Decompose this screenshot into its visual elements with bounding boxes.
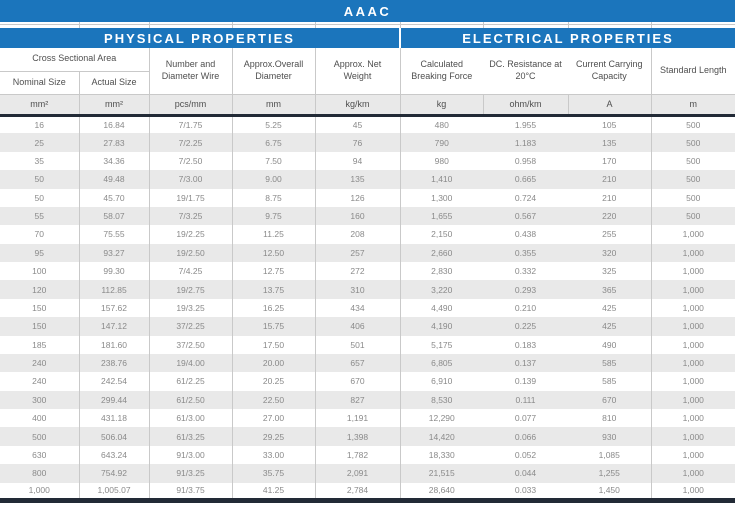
cell: 406 bbox=[315, 317, 400, 335]
cell: 9.75 bbox=[232, 207, 315, 225]
cell: 12,290 bbox=[400, 409, 483, 427]
cell: 61/3.25 bbox=[149, 427, 232, 445]
table-row bbox=[0, 244, 735, 262]
col-header-current-carrying-capacity: Current Carrying Capacity bbox=[568, 48, 651, 94]
cell: 35.75 bbox=[232, 464, 315, 482]
cell: 99.30 bbox=[79, 262, 149, 280]
cell: 7/2.25 bbox=[149, 133, 232, 151]
cell: 272 bbox=[315, 262, 400, 280]
cell: 0.332 bbox=[514, 266, 537, 277]
cell: 147.12 bbox=[79, 317, 149, 335]
table-row bbox=[0, 446, 735, 464]
cell: 6.75 bbox=[232, 133, 315, 151]
cell: 21,515 bbox=[400, 464, 483, 482]
table-row bbox=[0, 280, 735, 298]
page-title: AAAC bbox=[0, 0, 735, 22]
cell: 425 bbox=[602, 302, 617, 313]
cell: 0.066 bbox=[483, 427, 568, 445]
cell: 500 bbox=[651, 207, 735, 225]
cell: 185 bbox=[32, 339, 47, 350]
cell: 1,000 bbox=[651, 464, 735, 482]
cell: 0.724 bbox=[514, 192, 537, 203]
cell: 11.25 bbox=[232, 225, 315, 243]
section-header-row bbox=[0, 28, 735, 48]
cell: 19/2.25 bbox=[149, 225, 232, 243]
cell: 19/2.75 bbox=[149, 280, 232, 298]
cell: 1,000 bbox=[651, 372, 735, 390]
col-header-cross-sectional-area: Cross Sectional Area bbox=[0, 48, 149, 71]
cell: 0.293 bbox=[483, 280, 568, 298]
cell: 61/2.25 bbox=[149, 372, 232, 390]
cell: 630 bbox=[32, 449, 47, 460]
cell: 0.052 bbox=[514, 449, 537, 460]
cell: 19/2.50 bbox=[149, 244, 232, 262]
cell: 434 bbox=[315, 299, 400, 317]
cell: 9.00 bbox=[232, 170, 315, 188]
cell: 150 bbox=[0, 317, 79, 335]
table-row bbox=[0, 262, 735, 280]
cell: 29.25 bbox=[232, 427, 315, 445]
cell: 25 bbox=[0, 133, 79, 151]
cell: 400 bbox=[32, 413, 47, 424]
cell: 50 bbox=[34, 192, 44, 203]
cell: 325 bbox=[602, 266, 617, 277]
table-row bbox=[0, 464, 735, 482]
table-row bbox=[0, 391, 735, 409]
col-header-standard-length: Standard Length bbox=[651, 48, 735, 94]
cell: 657 bbox=[315, 354, 400, 372]
cell: 1,782 bbox=[315, 446, 400, 464]
table-row bbox=[0, 225, 735, 243]
cell: 181.60 bbox=[79, 336, 149, 354]
cell: 0.033 bbox=[483, 483, 568, 501]
cell: 320 bbox=[568, 244, 651, 262]
cell: 6,910 bbox=[400, 372, 483, 390]
cell: 300 bbox=[0, 391, 79, 409]
cell: 93.27 bbox=[79, 244, 149, 262]
cell: 0.225 bbox=[483, 317, 568, 335]
cell: 670 bbox=[568, 391, 651, 409]
table-row bbox=[0, 115, 735, 133]
cell: 94 bbox=[315, 152, 400, 170]
cell: 45.70 bbox=[79, 189, 149, 207]
cell: 0.665 bbox=[483, 170, 568, 188]
col-header-number-diameter-wire: Number and Diameter Wire bbox=[149, 48, 232, 94]
cell: 13.75 bbox=[232, 280, 315, 298]
cell: 1,000 bbox=[651, 299, 735, 317]
cell: 1,000 bbox=[651, 446, 735, 464]
cell: 45 bbox=[315, 115, 400, 133]
cell: 14,420 bbox=[400, 427, 483, 445]
cell: 210 bbox=[602, 192, 617, 203]
col-header-dc-resistance: DC. Resistance at 20°C bbox=[483, 48, 568, 94]
cell: 506.04 bbox=[79, 427, 149, 445]
cell: 28,640 bbox=[400, 483, 483, 501]
cell: 91/3.75 bbox=[149, 483, 232, 501]
unit-label: kg/km bbox=[315, 94, 400, 115]
cell: 16 bbox=[34, 119, 44, 130]
unit-label: ohm/km bbox=[483, 94, 568, 115]
cell: 5.25 bbox=[232, 115, 315, 133]
section-physical-properties: PHYSICAL PROPERTIES bbox=[0, 28, 400, 48]
cell: 500 bbox=[651, 189, 735, 207]
table-row bbox=[0, 207, 735, 225]
cell: 1.183 bbox=[483, 133, 568, 151]
cell: 1.955 bbox=[514, 119, 537, 130]
cell: 500 bbox=[651, 115, 735, 133]
cell: 255 bbox=[602, 229, 617, 240]
table-row bbox=[0, 372, 735, 390]
cell: 500 bbox=[651, 170, 735, 188]
cell: 501 bbox=[315, 336, 400, 354]
cell: 238.76 bbox=[79, 354, 149, 372]
cell: 2,150 bbox=[400, 225, 483, 243]
cell: 240 bbox=[0, 354, 79, 372]
data-rows bbox=[0, 115, 735, 501]
cell: 4,190 bbox=[400, 317, 483, 335]
cell: 1,000 bbox=[651, 409, 735, 427]
cell: 500 bbox=[0, 427, 79, 445]
cell: 7.50 bbox=[232, 152, 315, 170]
cell: 5,175 bbox=[400, 336, 483, 354]
cell: 112.85 bbox=[79, 280, 149, 298]
unit-label: A bbox=[568, 94, 651, 115]
column-header-row-top bbox=[0, 48, 735, 71]
cell: 20.00 bbox=[232, 354, 315, 372]
unit-label: mm bbox=[232, 94, 315, 115]
cell: 27.83 bbox=[79, 133, 149, 151]
cell: 1,000 bbox=[651, 354, 735, 372]
cell: 58.07 bbox=[79, 207, 149, 225]
cell: 17.50 bbox=[232, 336, 315, 354]
table-row bbox=[0, 336, 735, 354]
table-row bbox=[0, 299, 735, 317]
cell: 76 bbox=[315, 133, 400, 151]
cell: 257 bbox=[315, 244, 400, 262]
cell: 16.25 bbox=[232, 299, 315, 317]
cell: 220 bbox=[568, 207, 651, 225]
cell: 135 bbox=[568, 133, 651, 151]
cell: 1,000 bbox=[651, 391, 735, 409]
cell: 34.36 bbox=[79, 152, 149, 170]
cell: 12.50 bbox=[232, 244, 315, 262]
cell: 157.62 bbox=[79, 299, 149, 317]
cell: 135 bbox=[315, 170, 400, 188]
units-row bbox=[0, 94, 735, 115]
cell: 310 bbox=[315, 280, 400, 298]
cell: 754.92 bbox=[79, 464, 149, 482]
cell: 480 bbox=[400, 115, 483, 133]
cell: 299.44 bbox=[79, 391, 149, 409]
cell: 7/3.00 bbox=[149, 170, 232, 188]
cell: 33.00 bbox=[232, 446, 315, 464]
cell: 0.111 bbox=[483, 391, 568, 409]
cell: 22.50 bbox=[232, 391, 315, 409]
cell: 500 bbox=[651, 133, 735, 151]
cell: 1,000 bbox=[651, 225, 735, 243]
cell: 210 bbox=[568, 170, 651, 188]
title-bar bbox=[0, 0, 735, 22]
cell: 0.139 bbox=[514, 376, 537, 387]
cell: 150 bbox=[32, 302, 47, 313]
cell: 1,000 bbox=[651, 336, 735, 354]
unit-label: mm² bbox=[79, 94, 149, 115]
cell: 20.25 bbox=[232, 372, 315, 390]
cell: 1,000 bbox=[651, 280, 735, 298]
cell: 585 bbox=[602, 376, 617, 387]
cell: 1,085 bbox=[598, 449, 620, 460]
cell: 3,220 bbox=[400, 280, 483, 298]
table-row bbox=[0, 409, 735, 427]
cell: 12.75 bbox=[232, 262, 315, 280]
cell: 100 bbox=[32, 266, 47, 277]
cell: 790 bbox=[400, 133, 483, 151]
unit-label: mm² bbox=[0, 94, 79, 115]
cell: 1,000 bbox=[651, 244, 735, 262]
cell: 61/2.50 bbox=[149, 391, 232, 409]
cell: 1,000 bbox=[651, 483, 735, 501]
table-row bbox=[0, 152, 735, 170]
cell: 15.75 bbox=[232, 317, 315, 335]
section-electrical-properties: ELECTRICAL PROPERTIES bbox=[400, 28, 735, 48]
col-header-actual-size: Actual Size bbox=[79, 71, 149, 94]
cell: 240 bbox=[32, 376, 47, 387]
table-row bbox=[0, 354, 735, 372]
cell: 1,000 bbox=[651, 427, 735, 445]
table-row bbox=[0, 483, 735, 501]
cell: 670 bbox=[315, 372, 400, 390]
col-header-calculated-breaking-force: Calculated Breaking Force bbox=[400, 48, 483, 94]
cell: 980 bbox=[400, 152, 483, 170]
cell: 2,091 bbox=[315, 464, 400, 482]
cell: 91/3.25 bbox=[149, 464, 232, 482]
cell: 0.567 bbox=[483, 207, 568, 225]
cell: 1,398 bbox=[315, 427, 400, 445]
cell: 8.75 bbox=[232, 189, 315, 207]
table-row bbox=[0, 189, 735, 207]
cell: 930 bbox=[568, 427, 651, 445]
cell: 19/4.00 bbox=[149, 354, 232, 372]
cell: 7/2.50 bbox=[149, 152, 232, 170]
cell: 643.24 bbox=[79, 446, 149, 464]
unit-label: pcs/mm bbox=[149, 94, 232, 115]
cell: 242.54 bbox=[79, 372, 149, 390]
cell: 61/3.00 bbox=[149, 409, 232, 427]
cell: 2,660 bbox=[400, 244, 483, 262]
cell: 70 bbox=[34, 229, 44, 240]
table-row bbox=[0, 170, 735, 188]
cell: 19/3.25 bbox=[149, 299, 232, 317]
cell: 6,805 bbox=[400, 354, 483, 372]
cell: 800 bbox=[0, 464, 79, 482]
cell: 2,830 bbox=[400, 262, 483, 280]
cell: 41.25 bbox=[232, 483, 315, 501]
cell: 1,191 bbox=[315, 409, 400, 427]
table-row bbox=[0, 427, 735, 445]
cell: 431.18 bbox=[79, 409, 149, 427]
cell: 19/1.75 bbox=[149, 189, 232, 207]
cell: 208 bbox=[315, 225, 400, 243]
cell: 37/2.50 bbox=[149, 336, 232, 354]
cell: 8,530 bbox=[400, 391, 483, 409]
cell: 1,000 bbox=[651, 262, 735, 280]
cell: 365 bbox=[568, 280, 651, 298]
cell: 120 bbox=[0, 280, 79, 298]
cell: 1,000 bbox=[651, 317, 735, 335]
cell: 500 bbox=[651, 152, 735, 170]
cell: 0.183 bbox=[514, 339, 537, 350]
cell: 0.438 bbox=[514, 229, 537, 240]
cell: 160 bbox=[315, 207, 400, 225]
cell: 49.48 bbox=[79, 170, 149, 188]
cell: 1,410 bbox=[400, 170, 483, 188]
cell: 95 bbox=[0, 244, 79, 262]
cell: 490 bbox=[602, 339, 617, 350]
cell: 0.044 bbox=[483, 464, 568, 482]
cell: 1,255 bbox=[568, 464, 651, 482]
cell: 827 bbox=[315, 391, 400, 409]
cell: 1,655 bbox=[400, 207, 483, 225]
cell: 0.137 bbox=[483, 354, 568, 372]
cell: 810 bbox=[602, 413, 617, 424]
col-header-nominal-size: Nominal Size bbox=[0, 71, 79, 94]
cell: 91/3.00 bbox=[149, 446, 232, 464]
cell: 1,300 bbox=[400, 189, 483, 207]
col-header-approx-overall-diameter: Approx.Overall Diameter bbox=[232, 48, 315, 94]
cell: 7/1.75 bbox=[149, 115, 232, 133]
cell: 27.00 bbox=[232, 409, 315, 427]
cell: 2,784 bbox=[315, 483, 400, 501]
cell: 55 bbox=[0, 207, 79, 225]
cell: 16.84 bbox=[79, 115, 149, 133]
cell: 1,000 bbox=[0, 483, 79, 501]
cell: 0.210 bbox=[514, 302, 537, 313]
cell: 18,330 bbox=[400, 446, 483, 464]
cell: 1,450 bbox=[568, 483, 651, 501]
cell: 425 bbox=[568, 317, 651, 335]
cell: 7/3.25 bbox=[149, 207, 232, 225]
table-row bbox=[0, 317, 735, 335]
unit-label: kg bbox=[400, 94, 483, 115]
cell: 126 bbox=[315, 189, 400, 207]
cell: 1,005.07 bbox=[79, 483, 149, 501]
cell: 0.355 bbox=[483, 244, 568, 262]
col-header-approx-net-weight: Approx. Net Weight bbox=[315, 48, 400, 94]
table-row bbox=[0, 133, 735, 151]
cell: 75.55 bbox=[79, 225, 149, 243]
unit-label: m bbox=[651, 94, 735, 115]
cell: 7/4.25 bbox=[149, 262, 232, 280]
cell: 170 bbox=[602, 155, 617, 166]
cell: 4,490 bbox=[400, 299, 483, 317]
cell: 585 bbox=[568, 354, 651, 372]
cell: 105 bbox=[602, 119, 617, 130]
cell: 0.958 bbox=[514, 155, 537, 166]
cell: 50 bbox=[0, 170, 79, 188]
cell: 37/2.25 bbox=[149, 317, 232, 335]
cell: 0.077 bbox=[514, 413, 537, 424]
cell: 35 bbox=[34, 155, 44, 166]
